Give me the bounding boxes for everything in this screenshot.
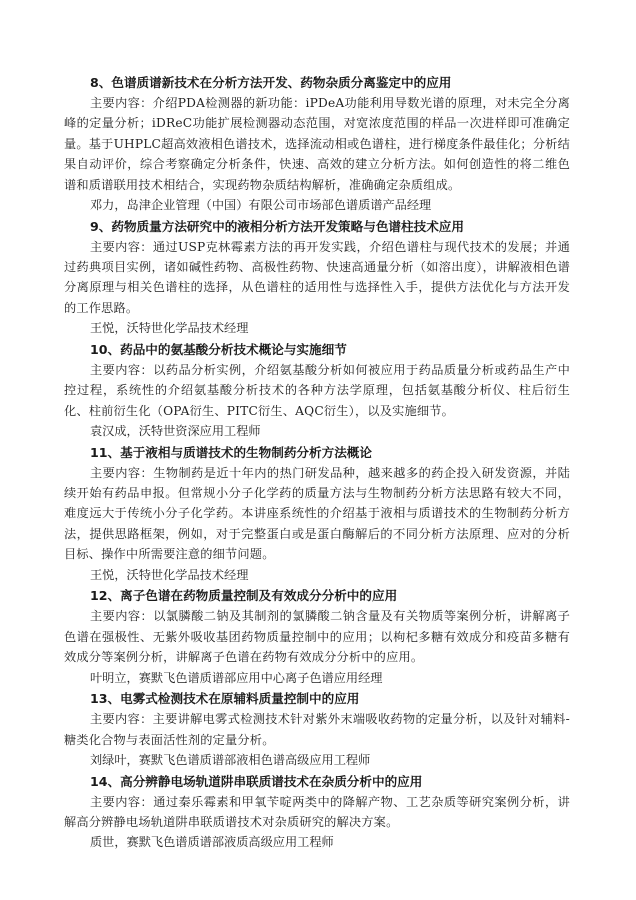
- section-content: 主要内容：介绍PDA检测器的新功能：iPDeA功能利用导数光谱的原理，对未完全分离峰的定量分析；iDReC功能扩展检测器动态范围，对宽浓度范围的样品一次进样即可准确定量。基于UHPLC超高效液相色谱技术，选择流动相或色谱柱，进行梯度条件最佳化；分析结果自动评价，综合考察确定分析条件，快速、高效的建立分析方法。如何创造性的将二维色谱和质谱联用技术相结合，实现药物杂质结构解析，准确确定杂质组成。: [64, 96, 570, 192]
- section-speaker: 王悦，沃特世化学品技术经理: [90, 321, 249, 336]
- section-title: 12、离子色谱在药物质量控制及有效成分分析中的应用: [90, 588, 398, 604]
- section-content: 主要内容：以氯膦酸二钠及其制剂的氯膦酸二钠含量及有关物质等案例分析，讲解离子色谱在强极性、无紫外吸收基团药物质量控制中的应用；以枸杞多糖有效成分和疫苗多糖有效成分等案例分析，讲解离子色谱在药物有效成分分析中的应用。: [64, 609, 570, 665]
- document-page: [64, 72, 570, 872]
- section-title: 11、基于液相与质谱技术的生物制药分析方法概论: [90, 444, 372, 460]
- section-10: [64, 339, 570, 442]
- section-title: 10、药品中的氨基酸分析技术概论与实施细节: [90, 341, 347, 357]
- section-content: 主要内容：主要讲解电雾式检测技术针对紫外末端吸收药物的定量分析，以及针对辅料-糖类化合物与表面活性剂的定量分析。: [64, 712, 570, 747]
- section-title: 9、药物质量方法研究中的液相分析方法开发策略与色谱柱技术应用: [90, 218, 464, 234]
- section-content: 主要内容：生物制药是近十年内的热门研发品种，越来越多的药企投入研发资源，并陆续开始有药品申报。但常规小分子化学药的质量方法与生物制药分析方法思路有较大不同，难度远大于传统小分子化学药。本讲座系统性的介绍基于液相与质谱技术的生物制药分析方法，提供思路框架，例如，对于完整蛋白或是蛋白酶解后的不同分析方法原理、应对的分析目标、操作中所需要注意的细节问题。: [64, 465, 570, 562]
- section-speaker: 王悦，沃特世化学品技术经理: [90, 567, 249, 582]
- section-speaker: 袁汉成，沃特世资深应用工程师: [90, 424, 261, 439]
- section-title: 14、高分辨静电场轨道阱串联质谱技术在杂质分析中的应用: [90, 773, 423, 789]
- section-title: 8、色谱质谱新技术在分析方法开发、药物杂质分离鉴定中的应用: [90, 75, 452, 90]
- section-11: [64, 442, 570, 586]
- section-speaker: 刘绿叶，赛默飞色谱质谱部液相色谱高级应用工程师: [90, 752, 371, 767]
- section-speaker: 邓力，岛津企业管理（中国）有限公司市场部色谱质谱产品经理: [90, 198, 432, 213]
- section-12: [64, 585, 570, 688]
- section-8: [64, 72, 570, 216]
- section-content: 主要内容：通过USP克林霉素方法的再开发实践，介绍色谱柱与现代技术的发展；并通过药典项目实例，诸如碱性药物、高极性药物、快速高通量分析（如溶出度），讲解液相色谱分离原理与相关色谱柱的选择，从色谱柱的适用性与选择性入手，提供方法优化与方法开发的工作思路。: [64, 239, 570, 315]
- section-content: 主要内容：以药品分析实例，介绍氨基酸分析如何被应用于药品质量分析或药品生产中控过程，系统性的介绍氨基酸分析技术的各种方法学原理，包括氨基酸分析仪、柱后衍生化、柱前衍生化（OPA衍生、PITC衍生、AQC衍生），以及实施细节。: [64, 362, 570, 418]
- section-speaker: 质世，赛默飞色谱质谱部液质高级应用工程师: [90, 835, 334, 850]
- section-content: 主要内容：通过秦乐霉素和甲氧苄啶两类中的降解产物、工艺杂质等研究案例分析，讲解高分辨静电场轨道阱串联质谱技术对杂质研究的解决方案。: [64, 794, 570, 829]
- section-13: [64, 688, 570, 770]
- section-speaker: 叶明立，赛默飞色谱质谱部应用中心离子色谱应用经理: [90, 670, 383, 685]
- section-title: 13、电雾式检测技术在原辅料质量控制中的应用: [90, 691, 360, 707]
- section-14: [64, 771, 570, 853]
- section-9: [64, 216, 570, 339]
